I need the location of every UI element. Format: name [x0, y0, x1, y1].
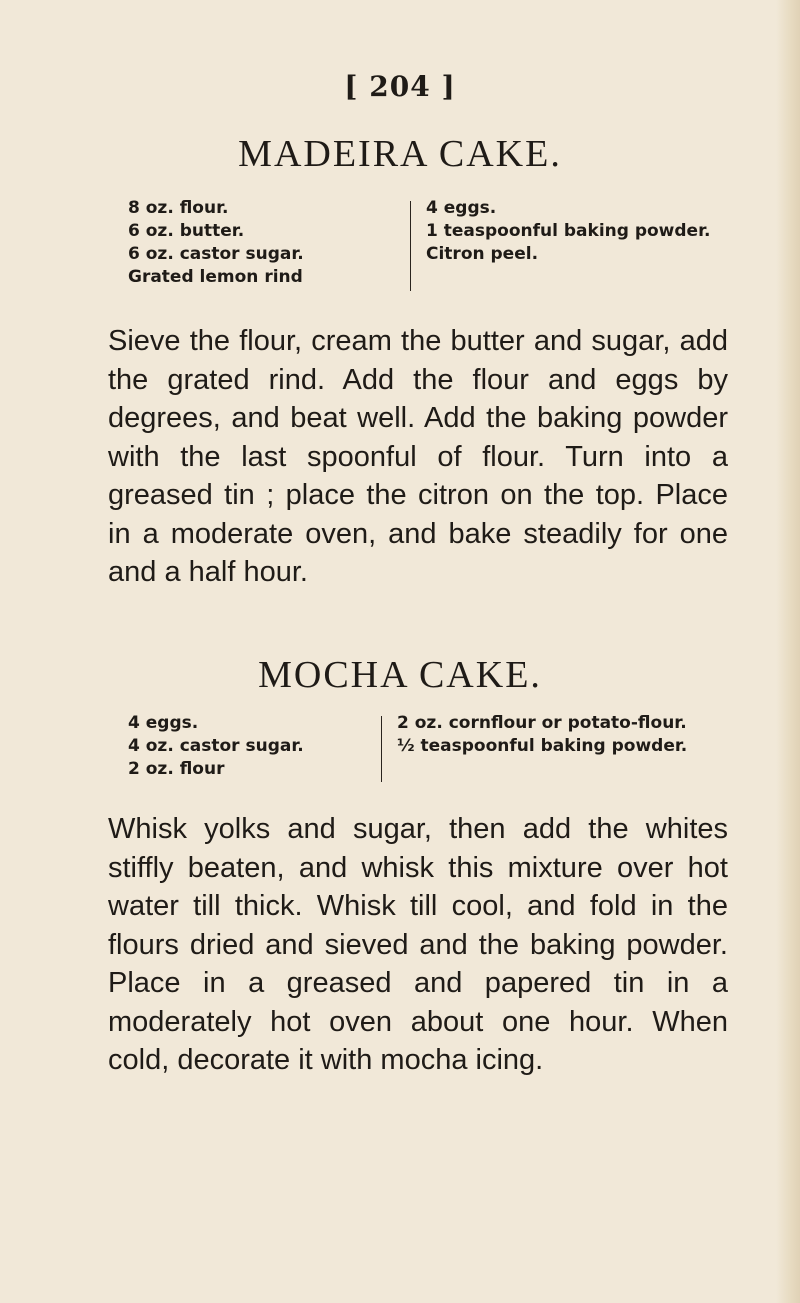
ingredients-madeira — [128, 197, 748, 297]
ingredients-right-column — [426, 197, 711, 266]
ingredients-mocha — [128, 712, 748, 792]
column-divider — [410, 201, 411, 291]
ingredient-item: 6 oz. butter. — [128, 221, 245, 241]
ingredient-item: ½ teaspoonful baking powder. — [397, 736, 688, 756]
page-edge-shadow — [776, 0, 800, 1303]
ingredient-item: 2 oz. cornflour or potato-flour. — [397, 713, 687, 733]
ingredients-left-column — [128, 712, 304, 781]
recipe-title-mocha: MOCHA CAKE. — [258, 654, 542, 696]
page-number: [ 204 ] — [344, 70, 456, 103]
ingredient-item: 4 eggs. — [128, 713, 199, 733]
ingredients-right-column — [397, 712, 687, 758]
method-madeira: Sieve the flour, cream the butter and sugar, add the grated rind. Add the flour and eggs by degrees, and beat well. Add the baking powder with the last spoonful of flour. Turn into a greased tin ; place the citron on the top. Place in a moderate oven, and bake steadily for one and a half hour. — [108, 325, 728, 588]
ingredient-item: 4 eggs. — [426, 198, 497, 218]
ingredients-left-column — [128, 197, 304, 289]
ingredient-item: Citron peel. — [426, 244, 539, 264]
ingredient-item: 2 oz. flour — [128, 759, 225, 779]
ingredient-item: 1 teaspoonful baking powder. — [426, 221, 711, 241]
ingredient-item: 4 oz. castor sugar. — [128, 736, 304, 756]
recipe-title-madeira: MADEIRA CAKE. — [238, 133, 562, 175]
column-divider — [381, 716, 382, 782]
ingredient-item: 6 oz. castor sugar. — [128, 244, 304, 264]
ingredient-item: Grated lemon rind — [128, 267, 303, 287]
method-mocha: Whisk yolks and sugar, then add the whites stiffly beaten, and whisk this mixture over hot water till thick. Whisk till cool, and fold in the flours dried and sieved and the baking powder. Place in a greased and papered tin in a moderately hot oven about one hour. When cold, decorate it with mocha icing. — [108, 813, 728, 1076]
ingredient-item: 8 oz. flour. — [128, 198, 229, 218]
